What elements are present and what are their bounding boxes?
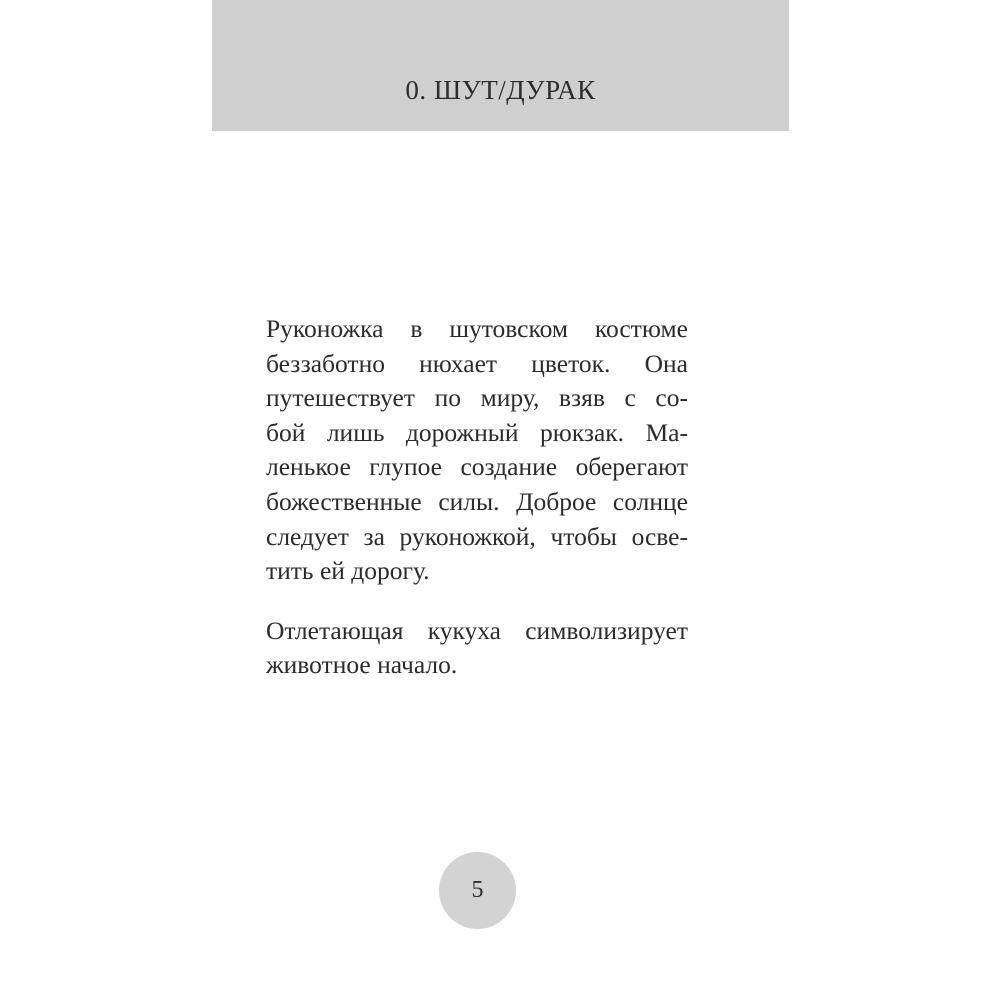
text-line: божественные силы. Доброе солнце: [266, 486, 688, 516]
text-line: Руконожка в шутовском костюме: [266, 314, 688, 343]
text-line: тить ей дорогу.: [266, 556, 430, 586]
chapter-header-band: [212, 0, 789, 131]
chapter-title: 0. ШУТ/ДУРАК: [405, 75, 596, 105]
text-line: животное начало.: [266, 650, 458, 680]
page-number: 5: [471, 877, 484, 903]
paragraph-2: [266, 614, 688, 683]
paragraph-1: [266, 312, 688, 589]
text-line: Отлетающая кукуха символизирует: [266, 615, 688, 645]
text-line: путешествует по миру, взяв с со-: [266, 383, 688, 413]
page-number-badge: [439, 852, 516, 929]
text-line: ленькое глупое создание оберегают: [266, 452, 688, 482]
text-line: бой лишь дорожный рюкзак. Ма-: [266, 417, 688, 447]
text-line: следует за руконожкой, чтобы осве-: [266, 521, 688, 551]
card-description: [266, 312, 688, 683]
paragraph-gap: [266, 589, 688, 614]
text-line: беззаботно нюхает цветок. Она: [266, 348, 688, 378]
